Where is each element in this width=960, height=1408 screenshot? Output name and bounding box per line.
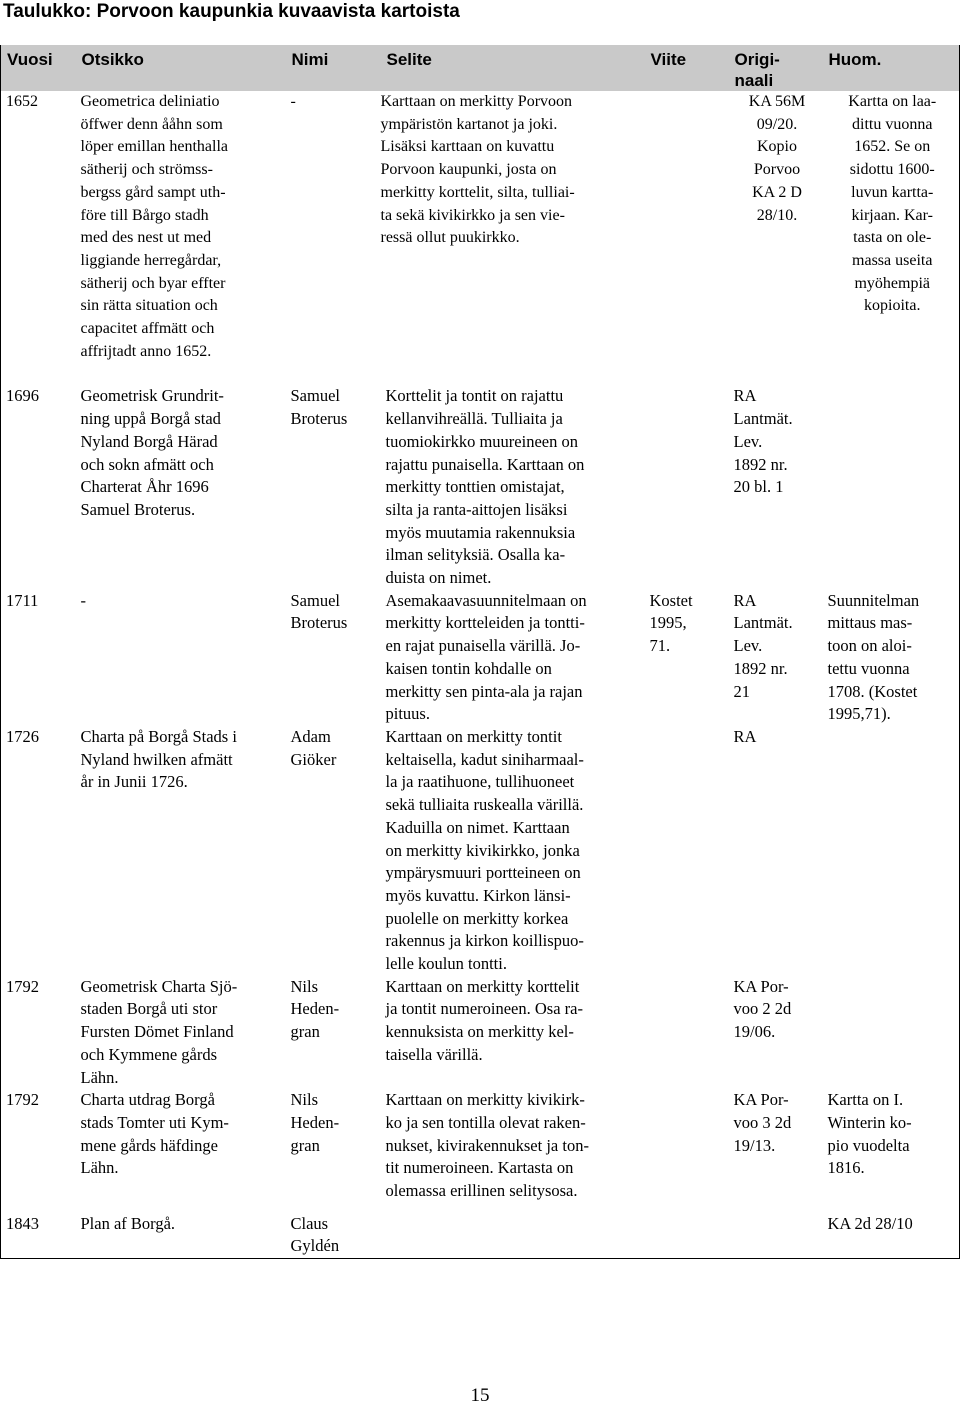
header-otsikko: Otsikko — [76, 45, 286, 91]
cell-selite: Karttaan on merkitty kivikirk- ko ja sen tontilla olevat raken- nukset, kivirakennukset ja ton- tit numeroineen. Kartasta on olemassa erillinen selitysosa. — [385, 1090, 589, 1201]
spacer-cell — [1, 363, 76, 385]
cell-otsikko: Geometrisk Charta Sjö- staden Borgå uti stor Fursten Dömet Finland och Kymmene gårds Lähn. — [80, 976, 238, 1087]
cell-originaali — [729, 1203, 823, 1259]
spacer-cell — [729, 363, 823, 385]
cell-selite: Korttelit ja tontit on rajattu kellanvihreällä. Tulliaita ja tuomiokirkko muureineen on rajattu punaisella. Karttaan on merkitty tonttien omistajat, silta ja ranta-aittojen lisäksi myös muutamia rakennuksia ilman selityksiä. Osalla ka- duista on nimet. — [385, 386, 585, 588]
cell-huom: Kartta on I. Winterin ko- pio vuodelta 1816. — [823, 1089, 960, 1203]
cell-otsikko: Charta utdrag Borgå stads Tomter uti Kym- mene gårds häfdinge Lähn. — [80, 1090, 229, 1178]
cell-selite: Asemakaavasuunnitelmaan on merkitty kortteleiden ja tontti- en rajat punaisella värillä. Jo- kaisen tontin kohdalle on merkitty sen pinta-ala ja rajan pituus. — [385, 590, 587, 724]
cell-nimi: Samuel Broterus — [290, 386, 348, 429]
cell-viite — [645, 1203, 729, 1259]
spacer-cell — [823, 363, 960, 385]
cell-nimi: Adam Giöker — [290, 726, 337, 769]
cell-huom — [823, 385, 960, 589]
spacer-cell — [76, 363, 286, 385]
cell-nimi: Nils Heden- gran — [290, 976, 340, 1042]
cell-huom: Suunnitelman mittaus mas- toon on aloi- tettu vuonna 1708. (Kostet 1995,71). — [823, 590, 960, 726]
cell-otsikko: Geometrisk Grundrit- ning uppå Borgå stad Nyland Borgå Härad och sokn afmätt och Charterat Åhr 1696 Samuel Broterus. — [80, 386, 224, 519]
header-viite: Viite — [645, 45, 729, 91]
spacer-cell — [381, 363, 645, 385]
cell-vuosi: 1652 — [1, 91, 76, 363]
cell-nimi: Nils Heden- gran — [290, 1090, 340, 1155]
cell-huom: KA 2d 28/10 — [823, 1203, 960, 1259]
cell-huom — [823, 726, 960, 976]
spacer-cell — [645, 363, 729, 385]
cell-originaali: RA Lantmät. Lev. 1892 nr. 20 bl. 1 — [733, 386, 793, 497]
cell-selite — [381, 1203, 645, 1259]
row-spacer — [1, 363, 960, 385]
table-row — [1, 590, 960, 726]
cell-nimi: Claus Gyldén — [290, 1213, 340, 1256]
cell-vuosi: 1726 — [1, 726, 76, 976]
cell-nimi: - — [290, 93, 296, 110]
cell-originaali: KA Por- voo 3 2d 19/13. — [733, 1090, 792, 1155]
header-selite: Selite — [381, 45, 645, 91]
cell-selite: Karttaan on merkitty korttelit ja tontit numeroineen. Osa ra- kennuksista on merkitty kel- taisella värillä. — [385, 976, 583, 1064]
cell-huom — [823, 976, 960, 1090]
cell-originaali: KA 56M 09/20. Kopio Porvoo KA 2 D 28/10. — [748, 93, 806, 224]
cell-viite — [645, 726, 729, 976]
cell-nimi: Samuel Broterus — [290, 590, 348, 633]
cell-originaali: KA Por- voo 2 2d 19/06. — [733, 976, 792, 1042]
cell-viite — [645, 1089, 729, 1203]
table-header-row — [1, 45, 960, 91]
header-vuosi: Vuosi — [1, 45, 76, 91]
cell-otsikko: Geometrica deliniatio öffwer denn ååhn som löper emillan henthalla sätherij och strömss- bergss gård sampt uth- före till Bårgo stadh med des nest ut med liggiande herregårdar, sätherij och byar effter sin rätta situation och capacitet affmätt och affrijtadt anno 1652. — [80, 93, 228, 360]
table-row — [1, 726, 960, 976]
table-row — [1, 385, 960, 589]
cell-otsikko: - — [80, 590, 86, 610]
cell-originaali: RA Lantmät. Lev. 1892 nr. 21 — [733, 590, 793, 701]
table-row — [1, 1203, 960, 1259]
table-body — [1, 91, 960, 1259]
table-row — [1, 976, 960, 1090]
cell-viite — [645, 91, 729, 363]
header-nimi: Nimi — [286, 45, 381, 91]
cell-selite: Karttaan on merkitty Porvoon ympäristön kartanot ja joki. Lisäksi karttaan on kuvattu Porvoon kaupunki, josta on merkitty korttelit, silta, tulliai- ta sekä kivikirkko ja sen vie- ressä ollut puukirkko. — [380, 93, 575, 247]
cell-otsikko: Plan af Borgå. — [80, 1213, 176, 1233]
table-row — [1, 1089, 960, 1203]
cell-vuosi: 1711 — [1, 590, 76, 726]
maps-table — [0, 45, 960, 1259]
cell-viite: Kostet 1995, 71. — [649, 590, 693, 656]
page-title: Taulukko: Porvoon kaupunkia kuvaavista kartoista — [3, 1, 460, 22]
cell-vuosi: 1696 — [1, 385, 76, 589]
table-row — [1, 91, 960, 363]
header-huom: Huom. — [823, 45, 960, 91]
header-originaali — [729, 45, 823, 91]
cell-vuosi: 1792 — [1, 1089, 76, 1203]
cell-vuosi: 1792 — [1, 976, 76, 1090]
cell-viite — [645, 976, 729, 1090]
cell-originaali: RA — [733, 726, 757, 746]
cell-vuosi: 1843 — [1, 1203, 76, 1259]
header-originaali-label: Origi- naali — [734, 50, 780, 90]
cell-viite — [645, 385, 729, 589]
cell-huom: Kartta on laa- dittu vuonna 1652. Se on sidottu 1600- luvun kartta- kirjaan. Kar- tasta on ole- massa useita myöhempiä kopioita. — [823, 91, 960, 363]
cell-otsikko: Charta på Borgå Stads i Nyland hwilken afmätt år in Junii 1726. — [80, 726, 237, 792]
spacer-cell — [286, 363, 381, 385]
page-number: 15 — [470, 1385, 490, 1406]
cell-selite: Karttaan on merkitty tontit keltaisella, kadut siniharmaal- la ja raatihuone, tullihuoneet sekä tulliaita ruskealla värillä. Kaduilla on nimet. Karttaan on merkitty kivikirkko, jonka ympärysmuuri portteineen on myös kuvattu. Kirkon länsi- puolelle on merkitty korkea rakennus ja kirkon koillispuo- lelle koulun tontti. — [385, 726, 584, 974]
